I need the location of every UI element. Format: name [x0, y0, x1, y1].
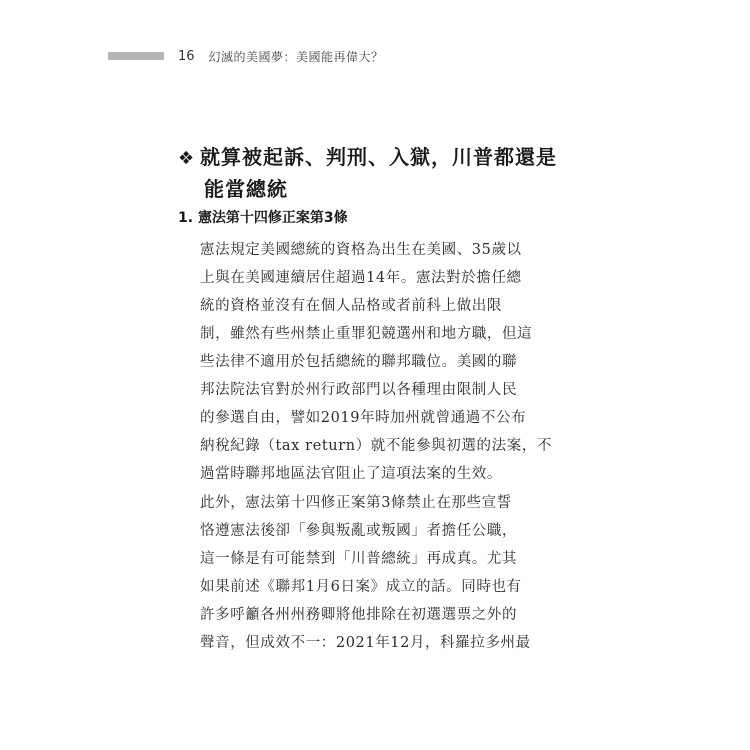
paragraph-line: 上與在美國連續居住超過14年。憲法對於擔任總: [200, 270, 522, 286]
running-head: [108, 46, 384, 66]
subsection-title: 憲法第十四修正案第3條: [197, 210, 348, 226]
paragraph-line: 制，雖然有些州禁止重罪犯競選州和地方職，但這: [200, 326, 533, 342]
diamond-bullet-icon: ❖: [178, 148, 196, 169]
paragraph-line: 的參選自由，譬如2019年時加州就曾通過不公布: [200, 410, 527, 426]
paragraph-line: 此外，憲法第十四修正案第3條禁止在那些宣誓: [200, 495, 512, 511]
section-heading-line-2: 能當總統: [204, 177, 288, 201]
subsection-number: 1.: [178, 210, 194, 226]
page-number: 16: [178, 48, 195, 64]
paragraph-2: [200, 489, 542, 657]
paragraph-line: 邦法院法官對於州行政部門以各種理由限制人民: [200, 382, 518, 398]
paragraph-line: 恪遵憲法後卻「參與叛亂或叛國」者擔任公職，: [200, 523, 518, 539]
running-head-bar: [108, 52, 164, 60]
paragraph-line: 聲音，但成效不一：2021年12月，科羅拉多州最: [200, 635, 531, 651]
section-heading-line-1: 就算被起訴、判刑、入獄，川普都還是: [200, 145, 557, 169]
paragraph-line: 許多呼籲各州州務卿將他排除在初選選票之外的: [200, 607, 518, 623]
paragraph-line: 統的資格並沒有在個人品格或者前科上做出限: [200, 298, 502, 314]
subsection-heading: [178, 207, 348, 229]
paragraph-line: 些法律不適用於包括總統的聯邦職位。美國的聯: [200, 354, 518, 370]
paragraph-line: 憲法規定美國總統的資格為出生在美國、35歲以: [200, 242, 522, 258]
paragraph-1: [200, 236, 553, 488]
paragraph-line: 納稅紀錄（tax return）就不能參與初選的法案，不: [200, 438, 553, 454]
paragraph-line: 如果前述《聯邦1月6日案》成立的話。同時也有: [200, 579, 522, 595]
book-title: 幻滅的美國夢：美國能再偉大？: [208, 49, 384, 64]
section-heading: [178, 142, 558, 204]
paragraph-line: 過當時聯邦地區法官阻止了這項法案的生效。: [200, 466, 502, 482]
paragraph-line: 這一條是有可能禁到「川普總統」再成真。尤其: [200, 551, 518, 567]
